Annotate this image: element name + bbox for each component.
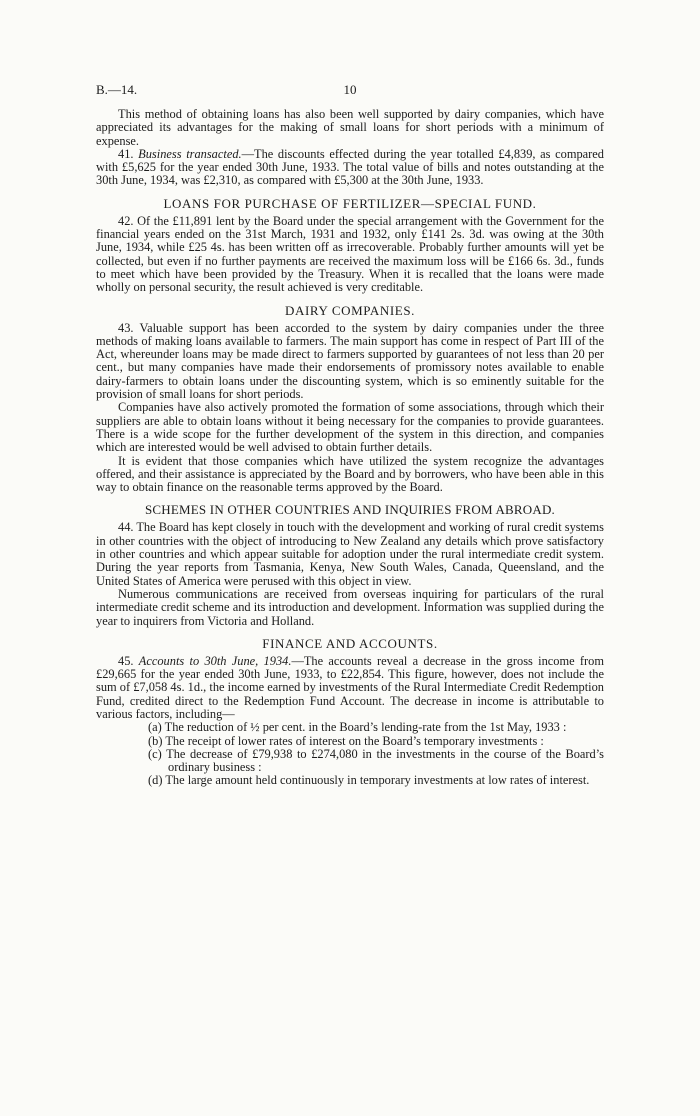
paragraph-40-continued: This method of obtaining loans has also been well supported by dairy companies, which have appreciated its advantages for the making of small loans for short periods with a minimum of expense. xyxy=(96,107,604,148)
paragraph-45 xyxy=(96,655,604,721)
paragraph-43c: It is evident that those companies which have utilized the system recognize the advantages offered, and their assistance is appreciated by the Board and by borrowers, who have been able in this way to obtain finance on the reasonable terms approved by the Board. xyxy=(96,453,604,495)
factor-label: (c) xyxy=(148,746,162,761)
document-reference: B.—14. xyxy=(96,82,138,97)
paragraph-43a: 43. Valuable support has been accorded to the system by dairy companies under the three methods of making loans available to farmers. The main support has come in respect of Part III of the Act, whereunder loans may be made direct to farmers supported by guarantees of not less than 20 per cent., but many companies have made their endorsements of promissory notes available to enable dairy-farmers to obtain loans under the discounting system, which is so eminently suitable for the provision of small loans for short periods. xyxy=(96,320,604,402)
paragraph-41-title: Business transacted. xyxy=(138,146,242,161)
document-body xyxy=(96,108,604,788)
paragraph-41-text: —The discounts effected during the year totalled £4,839, as compared with £5,625 for the year ended 30th June, 1933. The total value of bills and notes outstanding at the 30th June, 1934, was £2,310, as compared with £5,300 at the 30th June, 1933. xyxy=(96,146,604,188)
page-number: 10 xyxy=(343,82,357,97)
heading-fertilizer-fund: LOANS FOR PURCHASE OF FERTILIZER—SPECIAL FUND. xyxy=(163,195,537,211)
factor-item xyxy=(96,774,604,787)
heading-finance-accounts: FINANCE AND ACCOUNTS. xyxy=(262,635,438,651)
paragraph-43b: Companies have also actively promoted the formation of some associations, through which their suppliers are able to obtain loans without it being necessary for the companies to provide guarantees. There is a wide scope for the further development of the system in this direction, and companies which are interested would be well advised to obtain further details. xyxy=(96,400,604,455)
paragraph-42: 42. Of the £11,891 lent by the Board under the special arrangement with the Government for the financial years ended on the 31st March, 1931 and 1932, only £141 2s. 3d. was owing at the 30th June, 1934, while £25 4s. has been written off as irrecoverable. Probably further amounts will yet be collected, but even if no further payments are received the maximum loss will be £166 6s. 3d., funds to meet which have been provided by the Treasury. When it is recalled that the loans were made wholly on personal security, the result achieved is very creditable. xyxy=(96,213,604,295)
factor-text: The receipt of lower rates of interest on the Board’s temporary investments : xyxy=(165,733,544,748)
paragraph-44b: Numerous communications are received from overseas inquiring for particulars of the rural intermediate credit scheme and its introduction and development. Information was supplied during the year to inquirers from Victoria and Holland. xyxy=(96,586,604,628)
paragraph-41 xyxy=(96,148,604,188)
factor-item xyxy=(96,721,604,734)
paragraph-44a: 44. The Board has kept closely in touch with the development and working of rural credit systems in other countries with the object of introducing to New Zealand any details which prove satisfactory in other countries and which appear suitable for adoption under the rural intermediate credit system. During the year reports from Tasmania, Kenya, New South Wales, Canada, Queensland, and the United States of America were perused with this object in view. xyxy=(96,520,604,588)
paragraph-45-title: Accounts to 30th June, 1934. xyxy=(138,653,292,668)
paragraph-45-number: 45. xyxy=(118,653,134,668)
factor-text: The reduction of ½ per cent. in the Board’s lending-rate from the 1st May, 1933 : xyxy=(164,720,567,735)
factor-label: (d) xyxy=(148,773,163,788)
factor-text: The large amount held continuously in temporary investments at low rates of interest. xyxy=(165,773,590,788)
factors-list xyxy=(96,721,604,787)
factor-label: (a) xyxy=(148,720,162,735)
page-header xyxy=(96,82,604,100)
factor-text: The decrease of £79,938 to £274,080 in the investments in the course of the Board’s ordinary business : xyxy=(166,746,605,775)
heading-schemes-abroad: SCHEMES IN OTHER COUNTRIES AND INQUIRIES FROM ABROAD. xyxy=(144,502,556,518)
paragraph-41-number: 41. xyxy=(118,146,134,161)
heading-dairy-companies: DAIRY COMPANIES. xyxy=(285,302,415,318)
factor-item xyxy=(96,735,604,748)
paragraph-45-text: —The accounts reveal a decrease in the gross income from £29,665 for the year ended 30th June, 1933, to £22,854. This figure, however, does not include the sum of £7,058 4s. 1d., the income earned by investments of the Rural Intermediate Credit Redemption Fund, credited direct to the Redemption Fund Account. The decrease in income is attributable to various factors, including— xyxy=(96,653,604,721)
factor-item xyxy=(96,748,604,775)
factor-label: (b) xyxy=(148,733,163,748)
